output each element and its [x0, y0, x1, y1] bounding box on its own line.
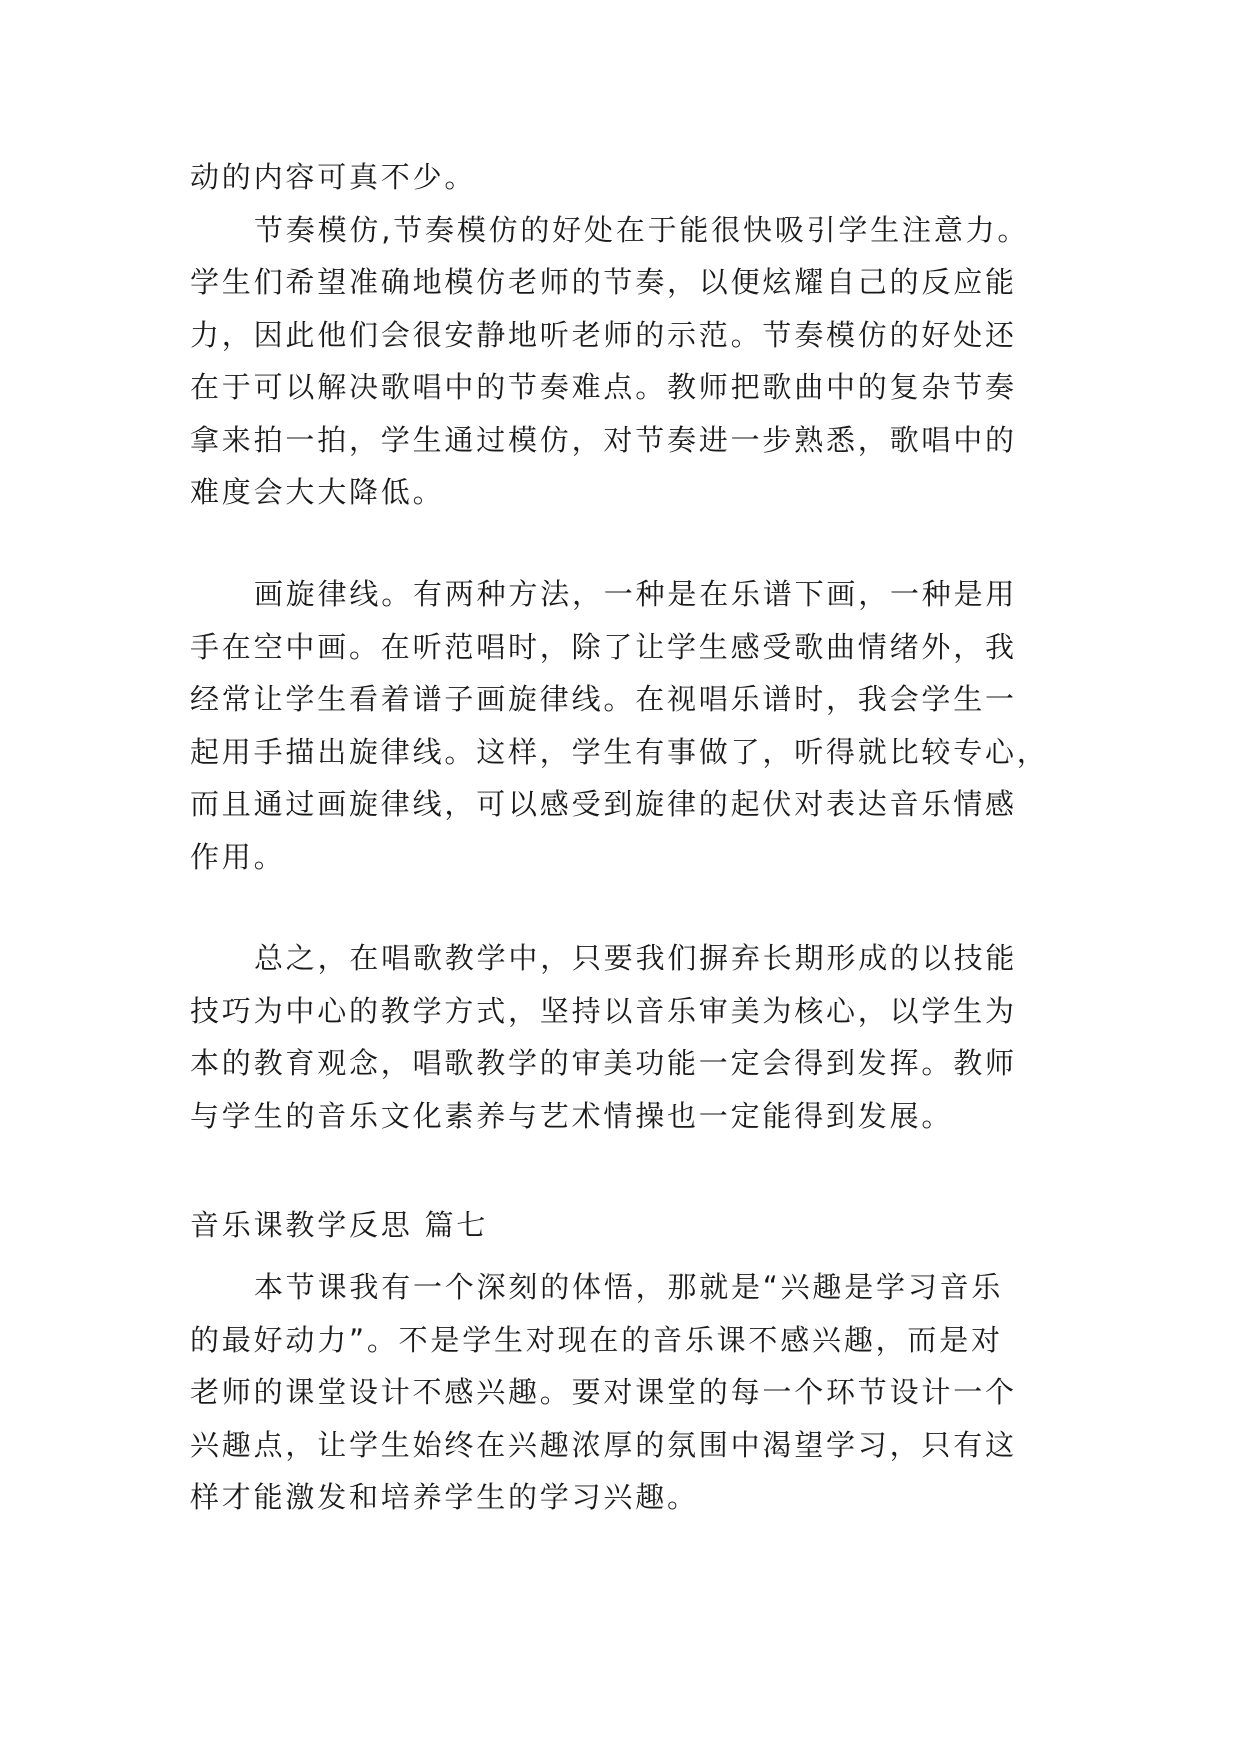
text-line: 难度会大大降低。 — [190, 475, 445, 509]
text-line: 力，因此他们会很安静地听老师的示范。节奏模仿的好处还 — [190, 318, 1017, 352]
text-line: 样才能激发和培养学生的学习兴趣。 — [190, 1480, 699, 1514]
paragraph-first-line: 本节课我有一个深刻的体悟，那就是“兴趣是学习音乐 — [254, 1270, 1004, 1304]
text-line: 技巧为中心的教学方式，坚持以音乐审美为核心，以学生为 — [190, 994, 1017, 1028]
text-line: 在于可以解决歌唱中的节奏难点。教师把歌曲中的复杂节奏 — [190, 370, 1017, 404]
paragraph-first-line: 画旋律线。有两种方法，一种是在乐谱下画，一种是用 — [254, 577, 1018, 611]
text-line: 拿来拍一拍，学生通过模仿，对节奏进一步熟悉，歌唱中的 — [190, 423, 1017, 457]
paragraph-first-line: 节奏模仿,节奏模仿的好处在于能很快吸引学生注意力。 — [254, 213, 1030, 247]
text-line: 作用。 — [190, 840, 286, 874]
text-line: 本的教育观念，唱歌教学的审美功能一定会得到发挥。教师 — [190, 1046, 1017, 1080]
text-line: 的最好动力”。不是学生对现在的音乐课不感兴趣，而是对 — [190, 1323, 1003, 1357]
text-line: 而且通过画旋律线，可以感受到旋律的起伏对表达音乐情感 — [190, 787, 1017, 821]
text-line: 兴趣点，让学生始终在兴趣浓厚的氛围中渴望学习，只有这 — [190, 1428, 1017, 1462]
paragraph-first-line: 总之，在唱歌教学中，只要我们摒弃长期形成的以技能 — [254, 941, 1018, 975]
text-line: 学生们希望准确地模仿老师的节奏，以便炫耀自己的反应能 — [190, 265, 1017, 299]
text-line: 动的内容可真不少。 — [190, 160, 477, 194]
text-line: 起用手描出旋律线。这样，学生有事做了，听得就比较专心， — [190, 735, 1049, 769]
text-line: 经常让学生看着谱子画旋律线。在视唱乐谱时，我会学生一 — [190, 682, 1017, 716]
text-line: 手在空中画。在听范唱时，除了让学生感受歌曲情绪外，我 — [190, 630, 1017, 664]
section-heading: 音乐课教学反思 篇七 — [190, 1208, 489, 1242]
text-line: 与学生的音乐文化素养与艺术情操也一定能得到发展。 — [190, 1099, 954, 1133]
text-line: 老师的课堂设计不感兴趣。要对课堂的每一个环节设计一个 — [190, 1375, 1017, 1409]
